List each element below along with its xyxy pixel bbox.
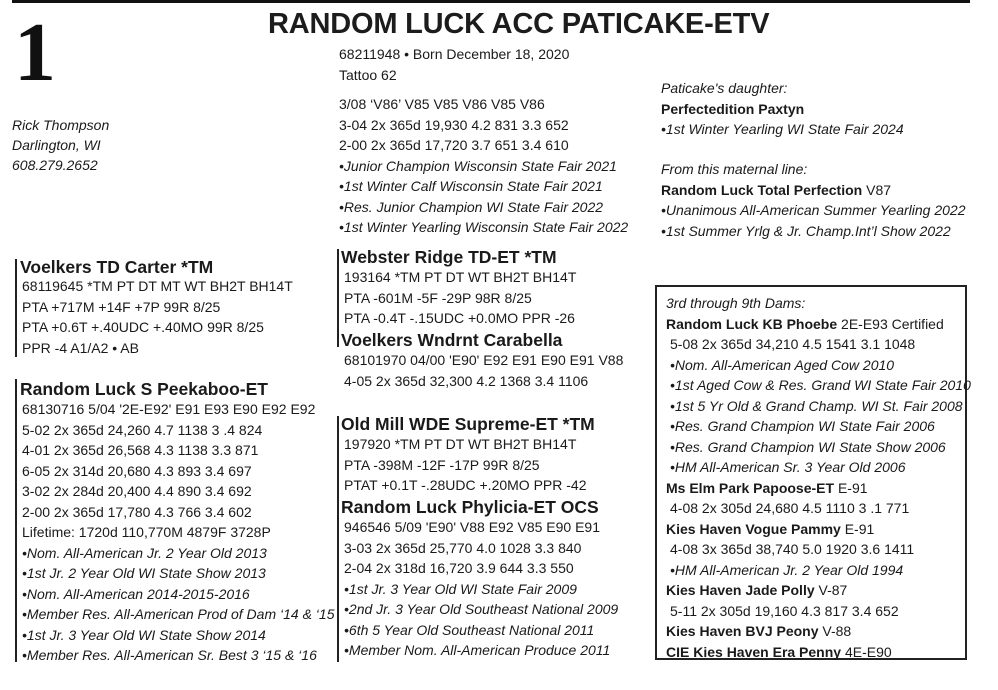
sire-line: PTA +0.6T +.40UDC +.40MO 99R 8/25 xyxy=(22,319,264,335)
maternal-line-score: V87 xyxy=(862,181,892,198)
dam-note: •Nom. All-American 2014-2015-2016 xyxy=(22,585,250,602)
daughter-name: Perfectedition Paxtyn xyxy=(661,100,805,117)
dam-dam-info xyxy=(344,517,618,661)
dam-line: 2-00 2x 365d 17,780 4.3 766 3.4 602 xyxy=(22,503,252,520)
daughter-label: Paticake's daughter: xyxy=(661,80,788,96)
dam-3-note: •Nom. All-American Aged Cow 2010 xyxy=(670,356,895,373)
dam-3-score: 2E-E93 Certified xyxy=(837,315,944,332)
lot-number: 1 xyxy=(14,6,56,99)
dam-6-record: 5-11 2x 305d 19,160 4.3 817 3.4 652 xyxy=(670,602,899,619)
dam-8-score: 4E-E90 xyxy=(841,643,892,660)
record-line: 2-00 2x 365d 17,720 3.7 651 3.4 610 xyxy=(339,137,569,153)
sire-sire-name: Webster Ridge TD-ET *TM xyxy=(341,247,557,267)
sire-sire-line: PTA -601M -5F -29P 98R 8/25 xyxy=(344,289,532,306)
dam-6-name: Kies Haven Jade Polly xyxy=(666,582,815,598)
consignor-name: Rick Thompson xyxy=(12,117,110,133)
page-title: RANDOM LUCK ACC PATICAKE-ETV xyxy=(268,8,770,40)
sire-info xyxy=(22,276,293,358)
award-line: •1st Winter Yearling Wisconsin State Fair 2022 xyxy=(339,219,629,235)
dam-note: •Member Res. All-American Sr. Best 3 ‘15 & ‘16 xyxy=(22,647,317,663)
maternal-line-name: Random Luck Total Perfection xyxy=(661,181,863,198)
record-line: 3-04 2x 365d 19,930 4.2 831 3.3 652 xyxy=(339,116,569,133)
dam-dam-note: •1st Jr. 3 Year Old WI State Fair 2009 xyxy=(344,580,577,597)
dam-line: 3-02 2x 284d 20,400 4.4 890 3.4 692 xyxy=(22,483,252,499)
dam-note: •1st Jr. 2 Year Old WI State Show 2013 xyxy=(22,565,266,581)
main-record xyxy=(339,94,628,238)
award-line: •1st Winter Calf Wisconsin State Fair 2021 xyxy=(339,178,603,194)
dam-dam-line: 3-03 2x 365d 25,770 4.0 1028 3.3 840 xyxy=(344,539,582,556)
dam-dam-note: •2nd Jr. 3 Year Old Southeast National 2009 xyxy=(344,601,619,617)
dam-3-note: •1st 5 Yr Old & Grand Champ. WI St. Fair 2008 xyxy=(670,397,963,414)
dam-note: •1st Jr. 3 Year Old WI State Show 2014 xyxy=(22,626,266,643)
dam-line: 4-01 2x 365d 26,568 4.3 1138 3.3 871 xyxy=(22,442,259,458)
daughter-note: •1st Winter Yearling WI State Fair 2024 xyxy=(661,121,904,137)
dam-line: 5-02 2x 365d 24,260 4.7 1138 3 .4 824 xyxy=(22,421,263,438)
sire-sire-line: 193164 *TM PT DT WT BH2T BH14T xyxy=(344,269,577,285)
dam-3-record: 5-08 2x 365d 34,210 4.5 1541 3.1 1048 xyxy=(670,336,916,352)
dam-dam-note: •Member Nom. All-American Produce 2011 xyxy=(344,642,611,658)
sire-sire-line: PTA -0.4T -.15UDC +0.0MO PPR -26 xyxy=(344,310,575,326)
award-line: •Res. Junior Champion WI State Fair 2022 xyxy=(339,198,604,215)
dam-5-name: Kies Haven Vogue Pammy xyxy=(666,520,841,537)
dam-info xyxy=(22,399,335,666)
maternal-line-note: •1st Summer Yrlg & Jr. Champ.Int’l Show 2022 xyxy=(661,222,951,239)
dam-line: Lifetime: 1720d 110,770M 4879F 3728P xyxy=(22,524,271,540)
award-line: •Junior Champion Wisconsin State Fair 2021 xyxy=(339,157,617,174)
sire-line: PTA +717M +14F +7P 99R 8/25 xyxy=(22,298,221,315)
dam-7-name: Kies Haven BVJ Peony xyxy=(666,623,819,639)
sire-dam-info xyxy=(344,350,623,391)
dam-sire-info xyxy=(344,434,587,496)
dam-4-record: 4-08 2x 305d 24,680 4.5 1110 3 .1 771 xyxy=(670,500,910,516)
dam-4-name: Ms Elm Park Papoose-ET xyxy=(666,479,835,496)
dam-side-bracket xyxy=(337,416,339,662)
sire-dam-name: Voelkers Wndrnt Carabella xyxy=(341,330,563,350)
daughter-section xyxy=(661,78,904,140)
dam-5-note: •HM All-American Jr. 2 Year Old 1994 xyxy=(670,561,904,578)
consignor-location: Darlington, WI xyxy=(12,137,101,153)
dam-note: •Member Res. All-American Prod of Dam ‘14 & ‘15 xyxy=(22,606,335,622)
dam-sire-line: 197920 *TM PT DT WT BH2T BH14T xyxy=(344,436,577,452)
dam-3-name: Random Luck KB Phoebe xyxy=(666,315,838,332)
maternal-line-note: •Unanimous All-American Summer Yearling 2022 xyxy=(661,202,966,218)
sire-dam-line: 4-05 2x 365d 32,300 4.2 1368 3.4 1106 xyxy=(344,372,589,389)
dam-3-note: •HM All-American Sr. 3 Year Old 2006 xyxy=(670,459,906,475)
maternal-line-label: From this maternal line: xyxy=(661,161,808,177)
classification-line: 3/08 ‘V86’ V85 V85 V86 V85 V86 xyxy=(339,96,545,112)
dam-4-score: E-91 xyxy=(834,479,868,496)
dam-8-name: CIE Kies Haven Era Penny xyxy=(666,643,842,660)
dam-3-note: •Res. Grand Champion WI State Fair 2006 xyxy=(670,418,935,434)
dam-name: Random Luck S Peekaboo-ET xyxy=(20,379,268,399)
dams-box-label: 3rd through 9th Dams: xyxy=(666,295,806,311)
dam-sire-line: PTAT +0.1T -.28UDC +.20MO PPR -42 xyxy=(344,477,587,493)
dam-dam-name: Random Luck Phylicia-ET OCS xyxy=(341,497,599,517)
dam-7-score: V-88 xyxy=(818,623,852,639)
dam-5-record: 4-08 3x 365d 38,740 5.0 1920 3.6 1411 xyxy=(670,541,915,557)
consignor-phone: 608.279.2652 xyxy=(12,157,98,173)
sire-name: Voelkers TD Carter *TM xyxy=(20,257,214,277)
dams-box-content xyxy=(666,293,971,662)
dams-box xyxy=(655,285,971,660)
sire-bracket xyxy=(15,259,17,357)
dam-bracket xyxy=(15,379,17,662)
registration-line: 68211948 • Born December 18, 2020 xyxy=(339,46,570,62)
dam-line: 6-05 2x 314d 20,680 4.3 893 3.4 697 xyxy=(22,462,252,479)
sire-sire-bracket xyxy=(337,249,339,347)
dam-3-note: •1st Aged Cow & Res. Grand WI State Fair 2010 xyxy=(670,377,971,393)
maternal-line-section xyxy=(661,159,966,241)
sire-dam-line: 68101970 04/00 'E90' E92 E91 E90 E91 V88 xyxy=(344,352,624,368)
dam-note: •Nom. All-American Jr. 2 Year Old 2013 xyxy=(22,544,267,561)
dam-dam-note: •6th 5 Year Old Southeast National 2011 xyxy=(344,621,595,638)
dam-5-score: E-91 xyxy=(840,520,875,537)
dam-sire-line: PTA -398M -12F -17P 99R 8/25 xyxy=(344,456,540,473)
dam-dam-line: 946546 5/09 'E90' V88 E92 V85 E90 E91 xyxy=(344,519,600,535)
sire-line: PPR -4 A1/A2 • AB xyxy=(22,339,139,356)
dam-line: 68130716 5/04 '2E-E92' E91 E93 E90 E92 E92 xyxy=(22,401,316,417)
dam-3-note: •Res. Grand Champion WI State Show 2006 xyxy=(670,438,946,455)
dam-sire-name: Old Mill WDE Supreme-ET *TM xyxy=(341,414,595,434)
dam-dam-line: 2-04 2x 318d 16,720 3.9 644 3.3 550 xyxy=(344,560,574,576)
sire-line: 68119645 *TM PT DT MT WT BH2T BH14T xyxy=(22,278,293,294)
dam-6-score: V-87 xyxy=(814,582,848,598)
sire-sire-info xyxy=(344,267,576,329)
tattoo: Tattoo 62 xyxy=(339,67,397,83)
top-rule xyxy=(12,0,970,3)
